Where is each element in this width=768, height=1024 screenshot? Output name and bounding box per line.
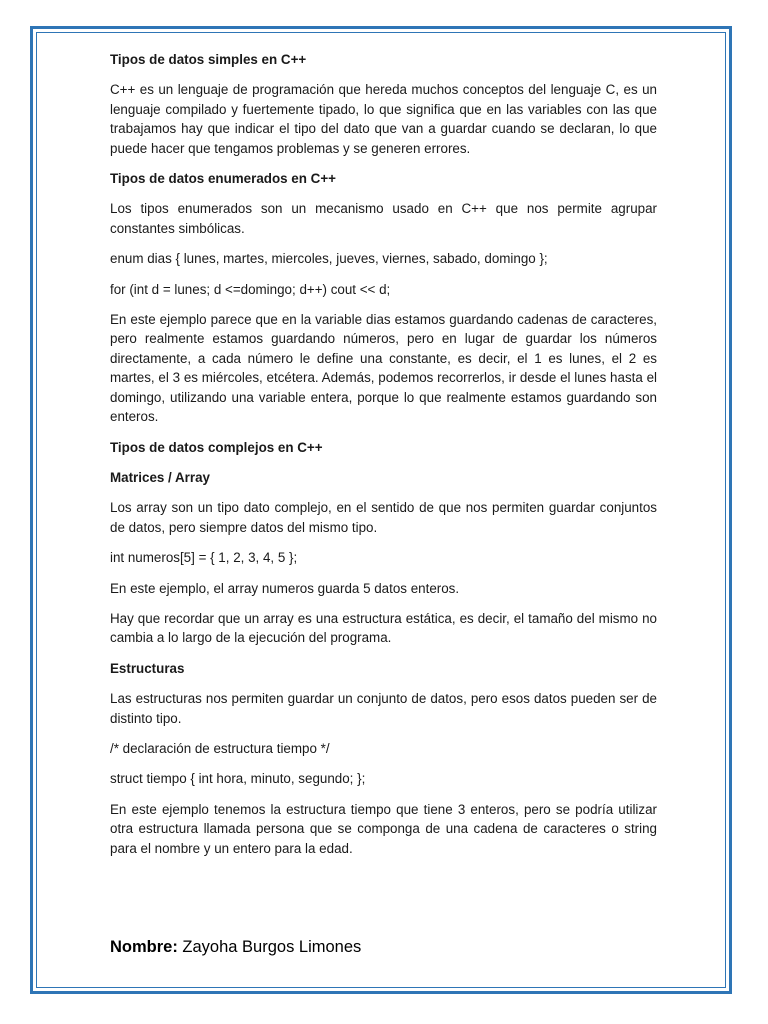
heading-simple-types: Tipos de datos simples en C++ xyxy=(110,52,307,67)
paragraph-enum-intro: Los tipos enumerados son un mecanismo usado en C++ que nos permite agrupar constantes simbólicas. xyxy=(110,201,657,236)
code-array-declaration: int numeros[5] = { 1, 2, 3, 4, 5 }; xyxy=(110,550,298,566)
paragraph-array-example: En este ejemplo, el array numeros guarda 5 datos enteros. xyxy=(110,580,460,596)
author-name: Zayoha Burgos Limones xyxy=(177,938,362,956)
paragraph-array-static: Hay que recordar que un array es una estructura estática, es decir, el tamaño del mismo no cambia a lo largo de la ejecución del programa. xyxy=(110,610,657,646)
heading-complex-types: Tipos de datos complejos en C++ xyxy=(110,439,323,455)
code-struct-comment: /* declaración de estructura tiempo */ xyxy=(110,740,330,756)
signature-label: Nombre: xyxy=(110,938,178,956)
code-struct-declaration: struct tiempo { int hora, minuto, segundo; }; xyxy=(110,771,366,787)
heading-structures: Estructuras xyxy=(110,660,185,676)
heading-arrays: Matrices / Array xyxy=(110,469,210,485)
document-body xyxy=(110,50,657,869)
author-signature xyxy=(110,936,361,958)
paragraph-array-intro: Los array son un tipo dato complejo, en el sentido de que nos permiten guardar conjuntos de datos, pero siempre datos del mismo tipo. xyxy=(110,500,657,535)
paragraph-struct-example: En este ejemplo tenemos la estructura tiempo que tiene 3 enteros, pero se podría utilizar otra estructura llamada persona que se componga de una cadena de caracteres o string para el nombre y un entero para la edad. xyxy=(110,801,657,856)
paragraph-enum-explanation: En este ejemplo parece que en la variable dias estamos guardando cadenas de caracteres, pero realmente estamos guardando números, pero en lugar de guardar los números directamente, a cada número le define una constante, es decir, el 1 es lunes, el 2 es martes, el 3 es miércoles, etcétera. Además, podemos recorrerlos, ir desde el lunes hasta el domingo, utilizando una variable entera, porque lo que realmente estamos guardando son enteros. xyxy=(110,312,657,425)
paragraph-struct-intro: Las estructuras nos permiten guardar un conjunto de datos, pero esos datos pueden ser de distinto tipo. xyxy=(110,691,657,726)
heading-enum-types: Tipos de datos enumerados en C++ xyxy=(110,171,336,187)
paragraph-simple-types: C++ es un lenguaje de programación que hereda muchos conceptos del lenguaje C, es un lenguaje compilado y fuertemente tipado, lo que significa que en las variables con las que trabajamos hay que indicar el tipo del dato que van a guardar cuando se declaran, lo que puede hacer que tengamos problemas y se generen errores. xyxy=(110,82,657,156)
code-enum-declaration: enum dias { lunes, martes, miercoles, jueves, viernes, sabado, domingo }; xyxy=(110,251,548,267)
code-enum-loop: for (int d = lunes; d <=domingo; d++) cout << d; xyxy=(110,281,391,297)
